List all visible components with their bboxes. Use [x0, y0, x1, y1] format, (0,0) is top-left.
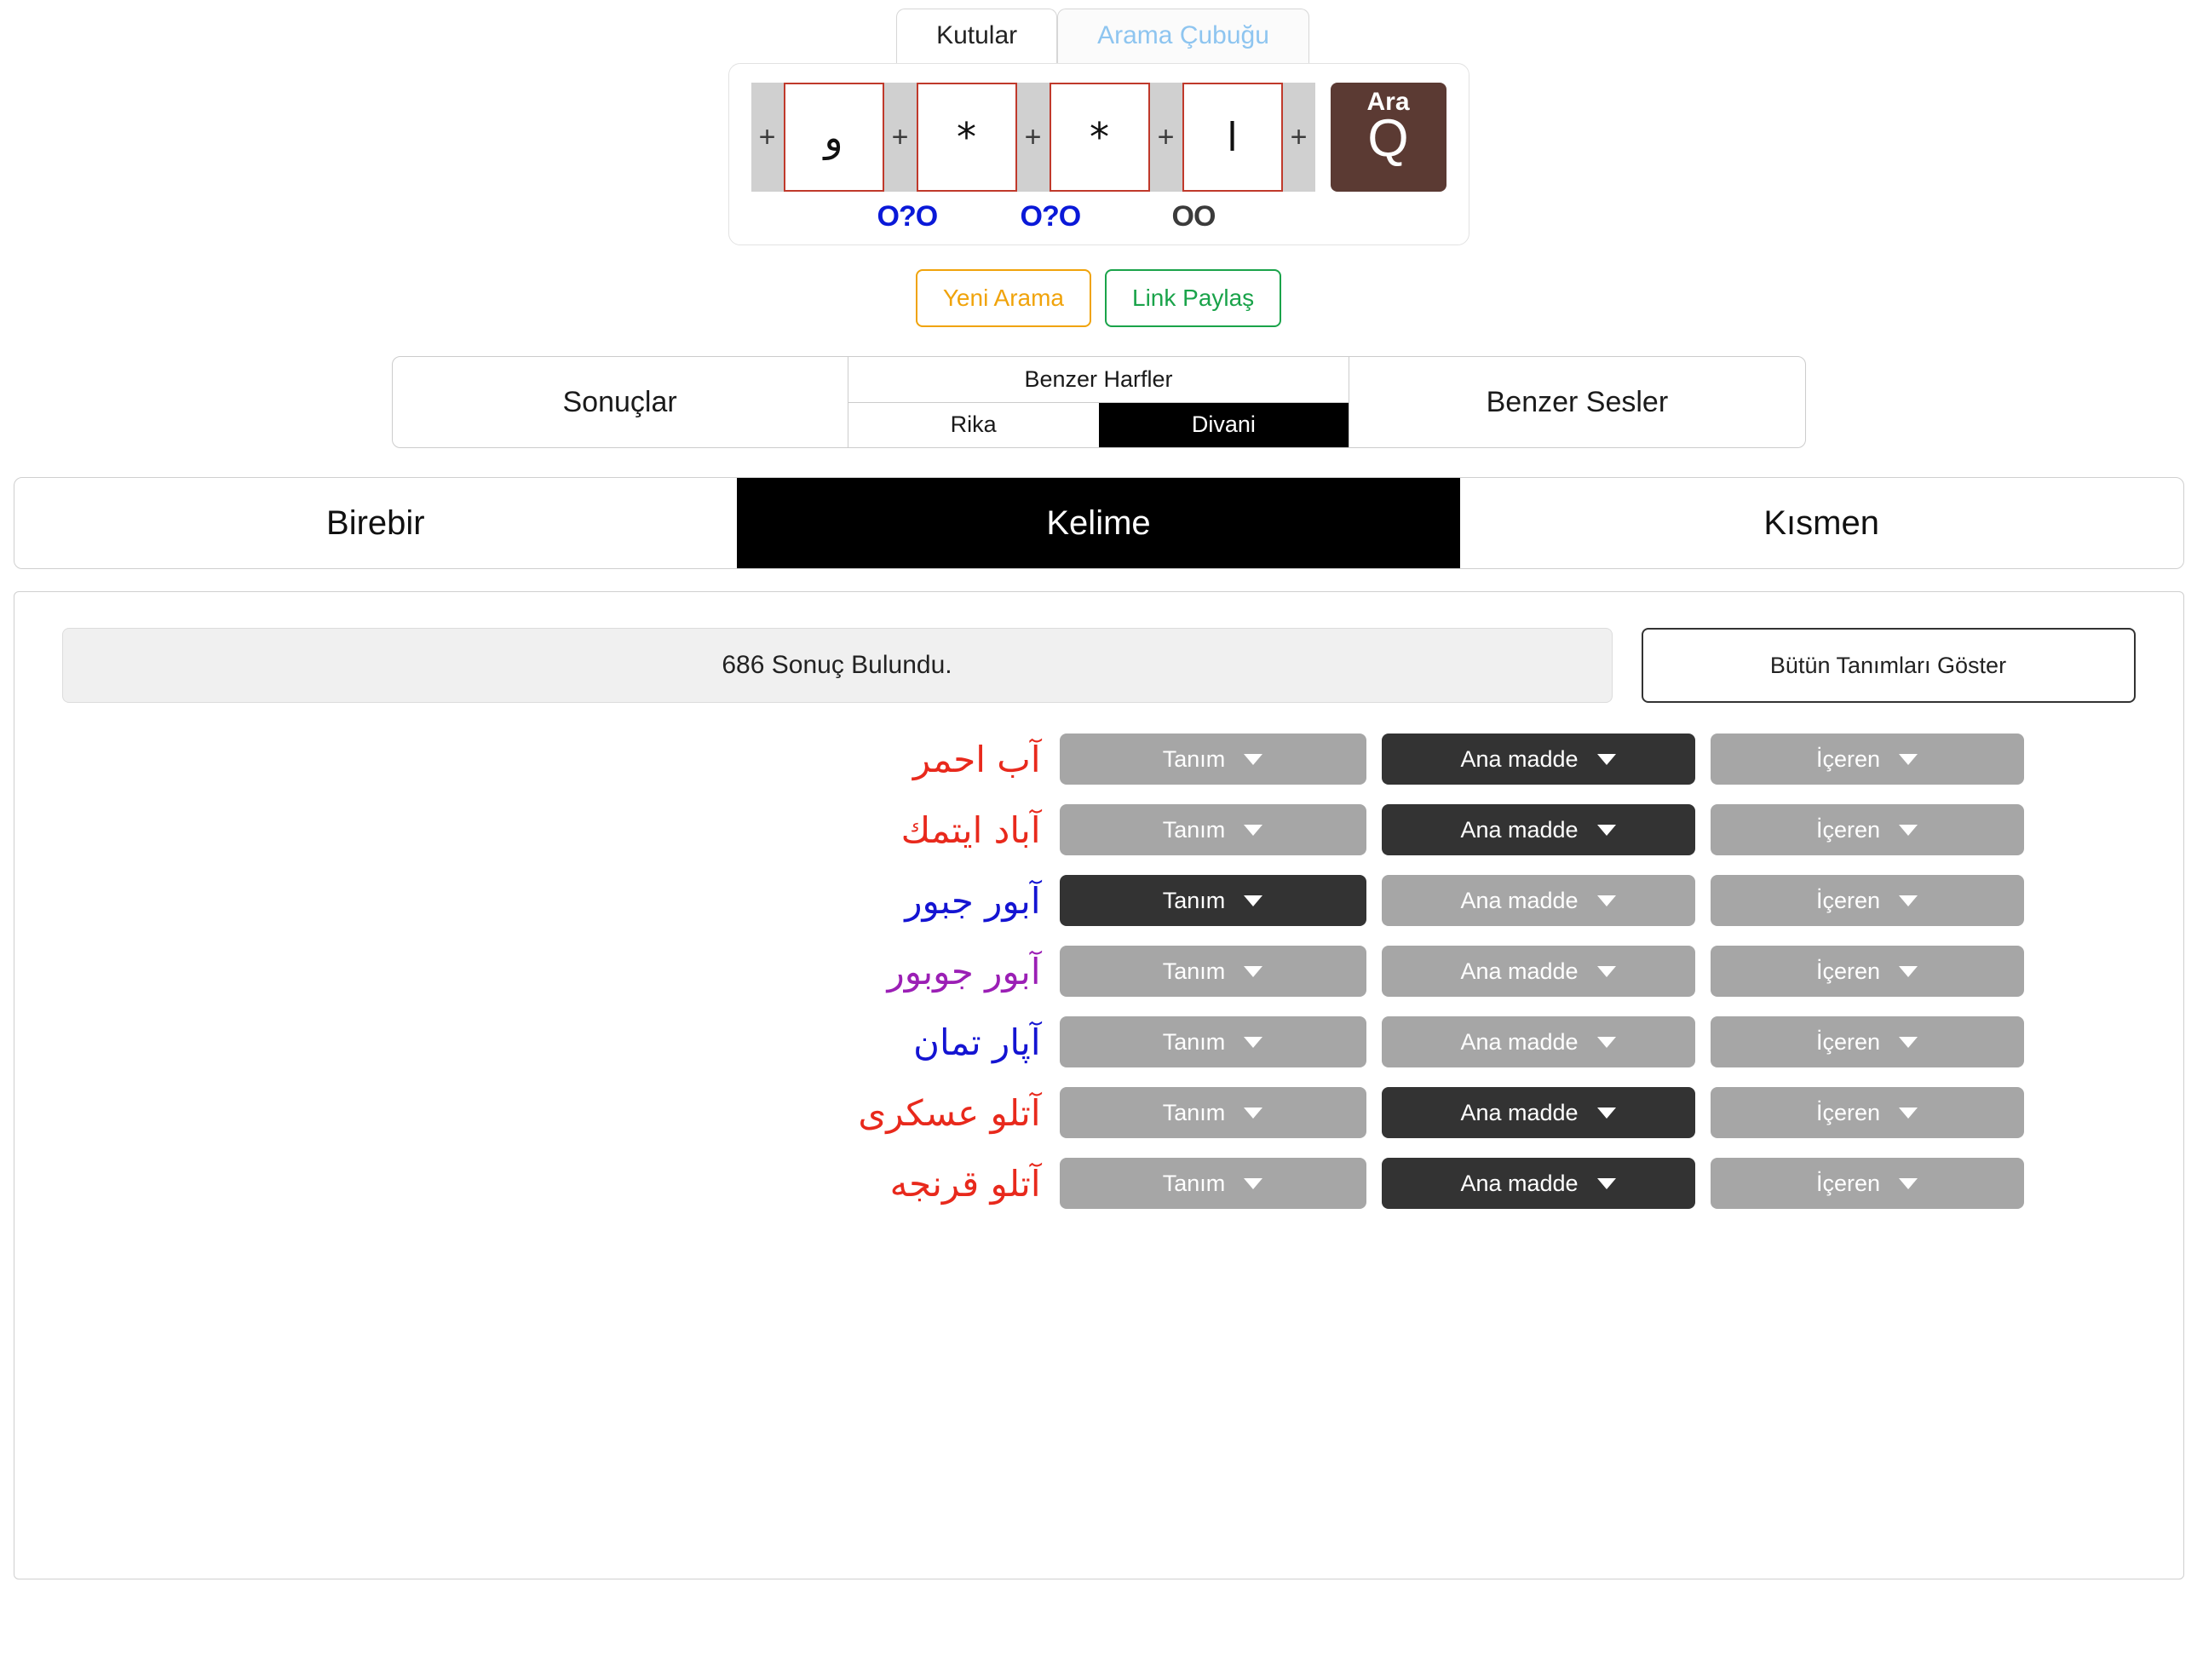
add-letter-button-4[interactable]: +: [1283, 83, 1315, 192]
new-search-button[interactable]: Yeni Arama: [916, 269, 1091, 327]
chevron-down-icon: [1899, 895, 1918, 906]
result-word[interactable]: آتلو قرنجه: [889, 1162, 1041, 1205]
chevron-down-icon: [1597, 1037, 1616, 1048]
chevron-down-icon: [1244, 1178, 1262, 1189]
ana-madde-dropdown-label: Ana madde: [1460, 887, 1579, 913]
tanim-dropdown[interactable]: [1060, 1087, 1366, 1138]
iceren-dropdown[interactable]: [1711, 1087, 2024, 1138]
ana-madde-dropdown[interactable]: [1382, 875, 1695, 926]
selector-benzer-sesler[interactable]: Benzer Sesler: [1486, 385, 1669, 418]
iceren-dropdown-label: İçeren: [1815, 958, 1881, 984]
ana-madde-dropdown-label: Ana madde: [1460, 1099, 1579, 1125]
result-row: [62, 1087, 2136, 1138]
chevron-down-icon: [1597, 1178, 1616, 1189]
chevron-down-icon: [1899, 1178, 1918, 1189]
letter-boxes-panel: [728, 63, 1469, 245]
ana-madde-dropdown-label: Ana madde: [1460, 958, 1579, 984]
iceren-dropdown[interactable]: [1711, 875, 2024, 926]
iceren-dropdown[interactable]: [1711, 1016, 2024, 1067]
chevron-down-icon: [1597, 825, 1616, 836]
selector-script-options: [848, 403, 1349, 448]
letter-boxes-row: [751, 83, 1446, 192]
iceren-dropdown-label: İçeren: [1815, 1170, 1881, 1196]
tanim-dropdown-label: Tanım: [1162, 1170, 1226, 1196]
ana-madde-dropdown[interactable]: [1382, 1158, 1695, 1209]
tanim-dropdown[interactable]: [1060, 946, 1366, 997]
result-row: [62, 734, 2136, 785]
result-row: [62, 875, 2136, 926]
ana-madde-dropdown-label: Ana madde: [1460, 1028, 1579, 1055]
result-word[interactable]: آب احمر: [912, 738, 1041, 780]
letter-box-1[interactable]: *: [917, 83, 1017, 192]
search-mode-tabs: [896, 9, 1309, 64]
tanim-dropdown-label: Tanım: [1162, 816, 1226, 843]
result-row: [62, 946, 2136, 997]
letter-box-2[interactable]: *: [1050, 83, 1150, 192]
selector-option-rika[interactable]: Rika: [848, 403, 1099, 448]
iceren-dropdown-label: İçeren: [1815, 816, 1881, 843]
chevron-down-icon: [1899, 1037, 1918, 1048]
letter-box-0[interactable]: و: [784, 83, 884, 192]
chevron-down-icon: [1244, 754, 1262, 765]
ana-madde-dropdown[interactable]: [1382, 734, 1695, 785]
selector-benzer-harfler: [848, 357, 1350, 447]
ana-madde-dropdown-label: Ana madde: [1460, 816, 1579, 843]
result-word[interactable]: آپار تمان: [913, 1021, 1041, 1063]
selector-benzer-harfler-title: Benzer Harfler: [848, 357, 1349, 403]
link-marker-1[interactable]: O?O: [1020, 200, 1081, 233]
add-letter-button-3[interactable]: +: [1150, 83, 1182, 192]
selector-option-divani[interactable]: Divani: [1099, 403, 1349, 448]
letter-link-markers: [751, 197, 1446, 236]
tanim-dropdown-label: Tanım: [1162, 887, 1226, 913]
iceren-dropdown-label: İçeren: [1815, 887, 1881, 913]
ana-madde-dropdown[interactable]: [1382, 946, 1695, 997]
match-type-tabs: [14, 477, 2184, 569]
chevron-down-icon: [1597, 1108, 1616, 1119]
tab-kismen[interactable]: Kısmen: [1763, 503, 1879, 542]
tanim-dropdown-label: Tanım: [1162, 745, 1226, 772]
tanim-dropdown[interactable]: [1060, 734, 1366, 785]
chevron-down-icon: [1899, 754, 1918, 765]
chevron-down-icon: [1597, 754, 1616, 765]
tanim-dropdown[interactable]: [1060, 1158, 1366, 1209]
chevron-down-icon: [1597, 966, 1616, 977]
ana-madde-dropdown-label: Ana madde: [1460, 1170, 1579, 1196]
tanim-dropdown-label: Tanım: [1162, 1099, 1226, 1125]
ana-madde-dropdown-label: Ana madde: [1460, 745, 1579, 772]
tab-arama-cubugu[interactable]: Arama Çubuğu: [1057, 9, 1309, 64]
result-row: [62, 1158, 2136, 1209]
iceren-dropdown-label: İçeren: [1815, 1099, 1881, 1125]
search-button-label: Ara: [1366, 88, 1410, 116]
result-word[interactable]: آبور جوبور: [887, 950, 1041, 992]
tab-birebir[interactable]: Birebir: [326, 503, 425, 542]
share-link-button[interactable]: Link Paylaş: [1105, 269, 1281, 327]
tab-kutular[interactable]: Kutular: [896, 9, 1057, 64]
results-list: [62, 734, 2136, 1209]
iceren-dropdown[interactable]: [1711, 804, 2024, 855]
add-letter-button-1[interactable]: +: [884, 83, 917, 192]
tab-kelime[interactable]: Kelime: [737, 478, 1460, 568]
result-word[interactable]: آتلو عسكرى: [858, 1091, 1041, 1134]
letter-box-3[interactable]: ا: [1182, 83, 1283, 192]
tanim-dropdown[interactable]: [1060, 804, 1366, 855]
tanim-dropdown-label: Tanım: [1162, 1028, 1226, 1055]
add-letter-button-0[interactable]: +: [751, 83, 784, 192]
chevron-down-icon: [1899, 1108, 1918, 1119]
show-all-definitions-button[interactable]: Bütün Tanımları Göster: [1642, 628, 2136, 703]
results-panel: [14, 591, 2184, 1579]
chevron-down-icon: [1899, 825, 1918, 836]
iceren-dropdown[interactable]: [1711, 734, 2024, 785]
chevron-down-icon: [1597, 895, 1616, 906]
chevron-down-icon: [1244, 1108, 1262, 1119]
result-row: [62, 1016, 2136, 1067]
tanim-dropdown[interactable]: [1060, 1016, 1366, 1067]
chevron-down-icon: [1244, 1037, 1262, 1048]
search-icon: Q: [1367, 109, 1409, 168]
results-header: [62, 628, 2136, 703]
result-word[interactable]: آباد ايتمك: [900, 808, 1041, 851]
search-actions: [916, 269, 1281, 327]
ana-madde-dropdown[interactable]: [1382, 1087, 1695, 1138]
chevron-down-icon: [1244, 966, 1262, 977]
add-letter-button-2[interactable]: +: [1017, 83, 1050, 192]
ana-madde-dropdown[interactable]: [1382, 804, 1695, 855]
iceren-dropdown-label: İçeren: [1815, 1028, 1881, 1055]
chevron-down-icon: [1899, 966, 1918, 977]
chevron-down-icon: [1244, 825, 1262, 836]
selector-sonuclar[interactable]: Sonuçlar: [562, 385, 677, 418]
chevron-down-icon: [1244, 895, 1262, 906]
search-panel: [0, 0, 2197, 327]
iceren-dropdown-label: İçeren: [1815, 745, 1881, 772]
result-row: [62, 804, 2136, 855]
tanim-dropdown-label: Tanım: [1162, 958, 1226, 984]
tanim-dropdown[interactable]: [1060, 875, 1366, 926]
link-marker-2[interactable]: OO: [1171, 200, 1216, 233]
link-marker-0[interactable]: O?O: [877, 200, 938, 233]
result-count-label: 686 Sonuç Bulundu.: [62, 628, 1613, 703]
search-button[interactable]: [1331, 83, 1446, 192]
result-mode-selector: [392, 356, 1806, 448]
result-word[interactable]: آبور جبور: [905, 879, 1041, 922]
ana-madde-dropdown[interactable]: [1382, 1016, 1695, 1067]
iceren-dropdown[interactable]: [1711, 1158, 2024, 1209]
iceren-dropdown[interactable]: [1711, 946, 2024, 997]
